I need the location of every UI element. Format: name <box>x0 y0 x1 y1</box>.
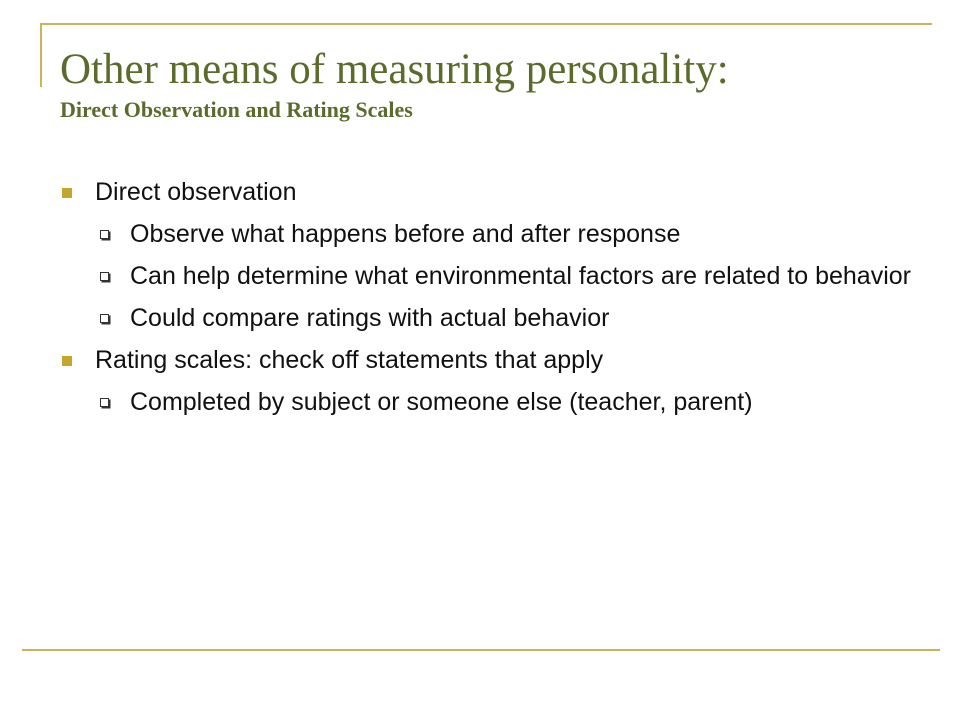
bullet-item-direct-observation <box>60 176 920 208</box>
bottom-rule <box>22 649 940 651</box>
sub-bullet-text: Completed by subject or someone else (teacher, parent) <box>130 388 753 416</box>
bullet-item-rating-scales <box>60 344 920 376</box>
slide-subtitle: Direct Observation and Rating Scales <box>60 97 413 122</box>
sub-bullet-item <box>60 302 920 334</box>
slide-title: Other means of measuring personality: <box>60 46 729 93</box>
sub-bullet-item <box>60 218 920 250</box>
hollow-square-bullet-icon <box>100 272 109 281</box>
top-rule <box>40 23 932 25</box>
hollow-square-bullet-icon <box>100 314 109 323</box>
title-block <box>60 44 920 124</box>
sub-bullet-text: Could compare ratings with actual behavior <box>130 304 610 332</box>
left-rule <box>40 23 42 87</box>
sub-bullet-text: Can help determine what environmental factors are related to behavior <box>130 262 911 290</box>
sub-bullet-item <box>60 260 920 292</box>
hollow-square-bullet-icon <box>100 398 109 407</box>
sub-bullet-text: Observe what happens before and after response <box>130 220 681 248</box>
square-bullet-icon <box>62 356 72 366</box>
bullet-text: Direct observation <box>95 178 297 206</box>
bullet-text: Rating scales: check off statements that apply <box>95 346 604 374</box>
sub-bullet-item <box>60 386 920 418</box>
hollow-square-bullet-icon <box>100 230 109 239</box>
bullet-list <box>60 176 920 428</box>
square-bullet-icon <box>62 188 72 198</box>
